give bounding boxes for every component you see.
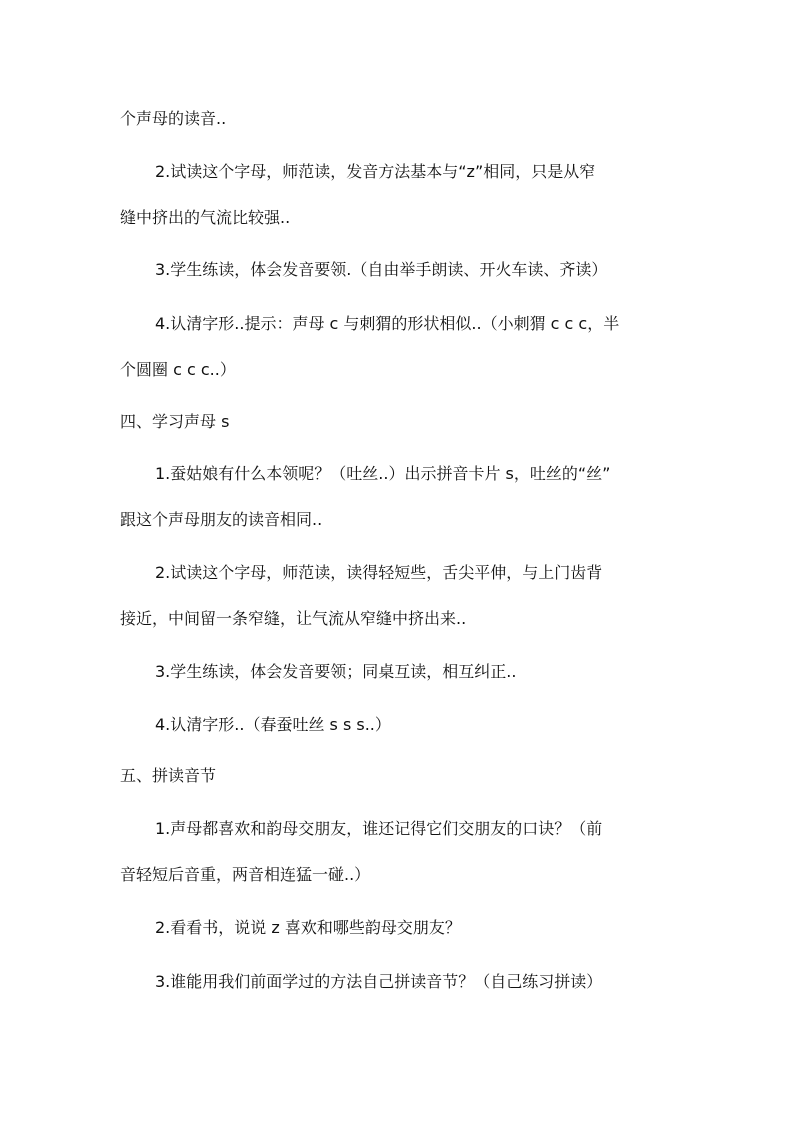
text-line: 接近，中间留一条窄缝，让气流从窄缝中挤出来.. bbox=[120, 609, 467, 628]
text-line: 个圆圈 c c c..） bbox=[120, 360, 236, 379]
text-line: 3.学生练读，体会发音要领；同桌互读，相互纠正.. bbox=[155, 662, 517, 681]
text-line: 3.学生练读，体会发音要领.（自由举手朗读、开火车读、齐读） bbox=[155, 260, 608, 279]
text-line: 个声母的读音.. bbox=[120, 109, 227, 128]
text-line: 音轻短后音重，两音相连猛一碰..） bbox=[120, 865, 371, 884]
text-line: 3.谁能用我们前面学过的方法自己拼读音节？（自己练习拼读） bbox=[155, 972, 603, 991]
text-line: 1.蚕姑娘有什么本领呢？（吐丝..）出示拼音卡片 s，吐丝的“丝” bbox=[155, 464, 611, 483]
text-line: 缝中挤出的气流比较强.. bbox=[120, 208, 291, 227]
text-line: 2.看看书，说说 z 喜欢和哪些韵母交朋友？ bbox=[155, 918, 461, 937]
section-heading: 五、拼读音节 bbox=[120, 766, 217, 785]
text-line: 2.试读这个字母，师范读，读得轻短些，舌尖平伸，与上门齿背 bbox=[155, 563, 603, 582]
text-line: 4.认清字形..提示：声母 c 与刺猬的形状相似..（小刺猬 c c c，半 bbox=[155, 314, 620, 333]
text-line: 1.声母都喜欢和韵母交朋友，谁还记得它们交朋友的口诀？（前 bbox=[155, 819, 603, 838]
section-heading: 四、学习声母 s bbox=[120, 412, 230, 431]
text-line: 2.试读这个字母，师范读，发音方法基本与“z”相同，只是从窄 bbox=[155, 162, 596, 181]
text-line: 跟这个声母朋友的读音相同.. bbox=[120, 510, 323, 529]
text-line: 4.认清字形..（春蚕吐丝 s s s..） bbox=[155, 715, 391, 734]
